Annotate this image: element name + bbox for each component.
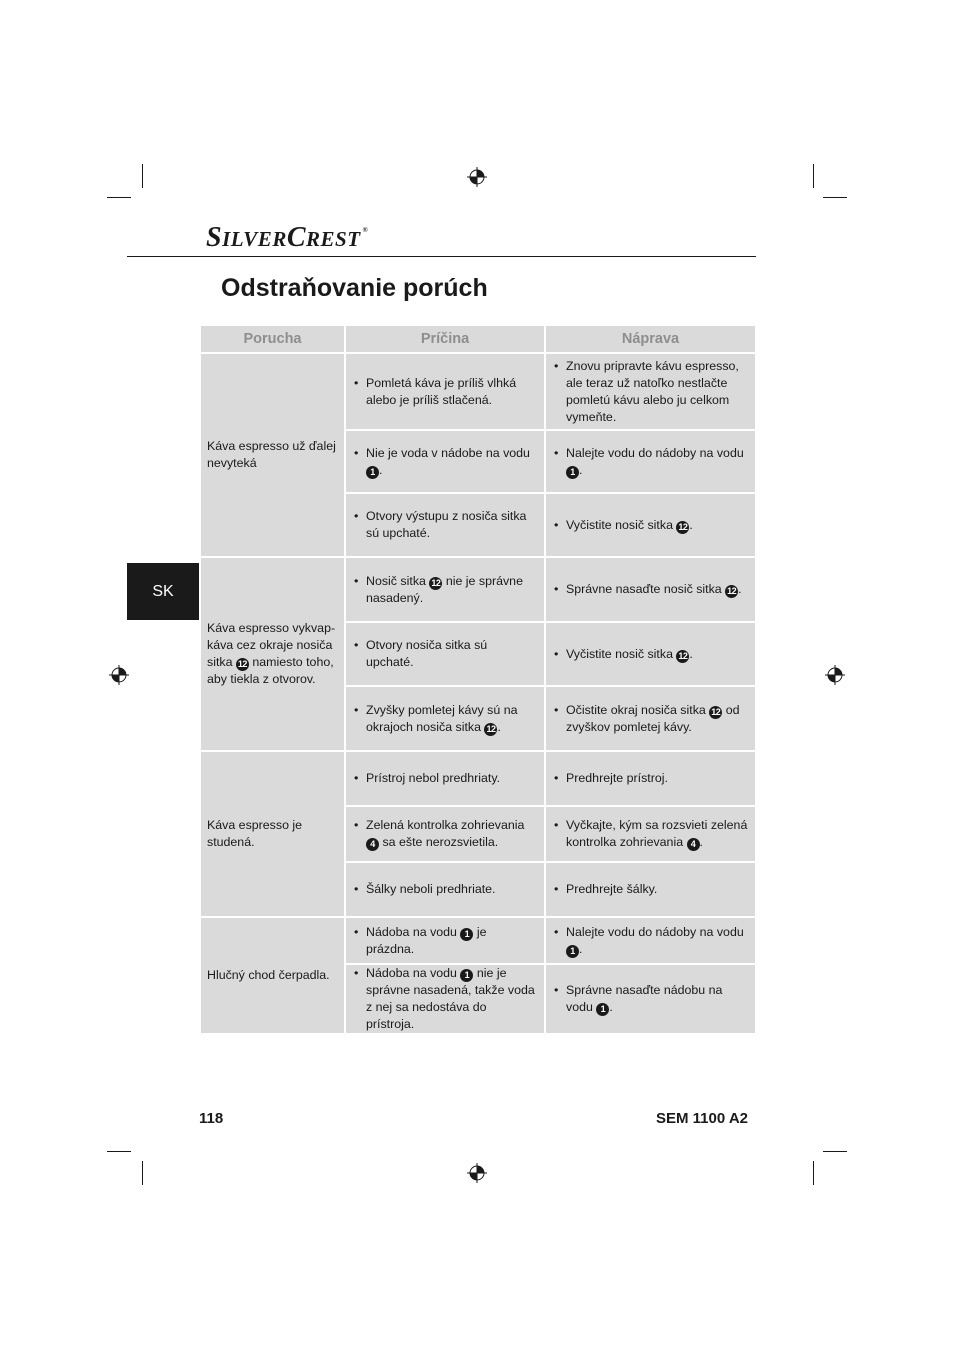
- cause-cell: • Pomletá káva je príliš vlhká alebo je príliš stlačená.: [345, 353, 545, 430]
- remedy-cell: • Vyčkajte, kým sa rozsvieti zelená kontrolka zohrievania 4 .: [545, 806, 756, 862]
- cause-cell: • Prístroj nebol predhriaty.: [345, 751, 545, 806]
- registration-mark-icon: [109, 665, 129, 685]
- part-number-badge: 1: [460, 928, 473, 941]
- crop-mark: [813, 164, 814, 188]
- cause-cell: • Šálky neboli predhriate.: [345, 862, 545, 917]
- remedy-cell: • Správne nasaďte nosič sitka 12 .: [545, 557, 756, 622]
- cause-cell: • Zvyšky pomletej kávy sú na okrajoch nosiča sitka 12 .: [345, 686, 545, 751]
- part-number-badge: 12: [678, 521, 688, 532]
- crop-mark: [813, 1161, 814, 1185]
- column-header-cause: Príčina: [345, 325, 545, 353]
- remedy-cell: • Vyčistite nosič sitka 12 .: [545, 622, 756, 686]
- part-number-badge: 12: [486, 723, 496, 734]
- part-number-badge: 1: [596, 1003, 609, 1016]
- fault-cell: Káva espresso vykvap-káva cez okraje nosiča sitka 12 namiesto toho, aby tiekla z otvorov.: [200, 557, 345, 751]
- table-row: [200, 751, 756, 806]
- troubleshooting-table: [199, 324, 757, 1035]
- remedy-cell: • Očistite okraj nosiča sitka 12 od zvyškov pomletej kávy.: [545, 686, 756, 751]
- part-number-badge: 12: [711, 706, 721, 717]
- part-number-badge: 1: [460, 969, 473, 982]
- page-number: 118: [199, 1110, 224, 1127]
- cause-cell: • Nádoba na vodu 1 nie je správne nasadená, takže voda z nej sa nedostáva do prístroja.: [345, 964, 545, 1034]
- part-number-badge: 12: [431, 577, 441, 588]
- page-title: Odstraňovanie porúch: [221, 274, 488, 302]
- part-number-badge: 1: [566, 466, 579, 479]
- table-header-row: [200, 325, 756, 353]
- language-tab: [127, 563, 199, 620]
- cause-cell: • Nosič sitka 12 nie je správne nasadený.: [345, 557, 545, 622]
- part-number-badge: 12: [678, 650, 688, 661]
- part-number-badge: 1: [566, 945, 579, 958]
- cause-cell: • Zelená kontrolka zohrievania 4 sa ešte nerozsvietila.: [345, 806, 545, 862]
- crop-mark: [142, 164, 143, 188]
- model-number: SEM 1100 A2: [656, 1110, 748, 1127]
- column-header-fault: Porucha: [200, 325, 345, 353]
- remedy-cell: • Predhrejte prístroj.: [545, 751, 756, 806]
- registration-mark-icon: [467, 167, 487, 187]
- language-label: SK: [152, 582, 174, 600]
- remedy-cell: • Správne nasaďte nádobu na vodu 1 .: [545, 964, 756, 1034]
- cause-cell: • Otvory výstupu z nosiča sitka sú upchaté.: [345, 493, 545, 557]
- registration-mark-icon: [467, 1163, 487, 1183]
- part-number-badge: 12: [237, 659, 247, 669]
- table-row: [200, 557, 756, 622]
- part-number-badge: 4: [687, 838, 700, 851]
- crop-mark: [107, 1151, 131, 1152]
- cause-cell: • Nie je voda v nádobe na vodu 1 .: [345, 430, 545, 493]
- table-row: [200, 917, 756, 964]
- part-number-badge: 1: [366, 466, 379, 479]
- part-number-badge: 4: [366, 838, 379, 851]
- fault-cell: Hlučný chod čerpadla.: [200, 917, 345, 1034]
- cause-cell: • Otvory nosiča sitka sú upchaté.: [345, 622, 545, 686]
- header-rule: [127, 256, 756, 257]
- part-number-badge: 12: [727, 586, 737, 596]
- cause-cell: • Nádoba na vodu 1 je prázdna.: [345, 917, 545, 964]
- remedy-cell: • Nalejte vodu do nádoby na vodu 1 .: [545, 430, 756, 493]
- table-row: [200, 353, 756, 430]
- remedy-cell: • Predhrejte šálky.: [545, 862, 756, 917]
- registration-mark-icon: [825, 665, 845, 685]
- crop-mark: [107, 197, 131, 198]
- remedy-cell: • Vyčistite nosič sitka 12 .: [545, 493, 756, 557]
- crop-mark: [142, 1161, 143, 1185]
- column-header-remedy: Náprava: [545, 325, 756, 353]
- brand-logo: SILVERCREST ®: [206, 222, 369, 253]
- fault-cell: Káva espresso už ďalej nevyteká: [200, 353, 345, 557]
- remedy-cell: • Znovu pripravte kávu espresso, ale teraz už natoľko nestlačte pomletú kávu alebo ju celkom vymeňte.: [545, 353, 756, 430]
- crop-mark: [823, 197, 847, 198]
- fault-cell: Káva espresso je studená.: [200, 751, 345, 917]
- remedy-cell: • Nalejte vodu do nádoby na vodu 1 .: [545, 917, 756, 964]
- crop-mark: [823, 1151, 847, 1152]
